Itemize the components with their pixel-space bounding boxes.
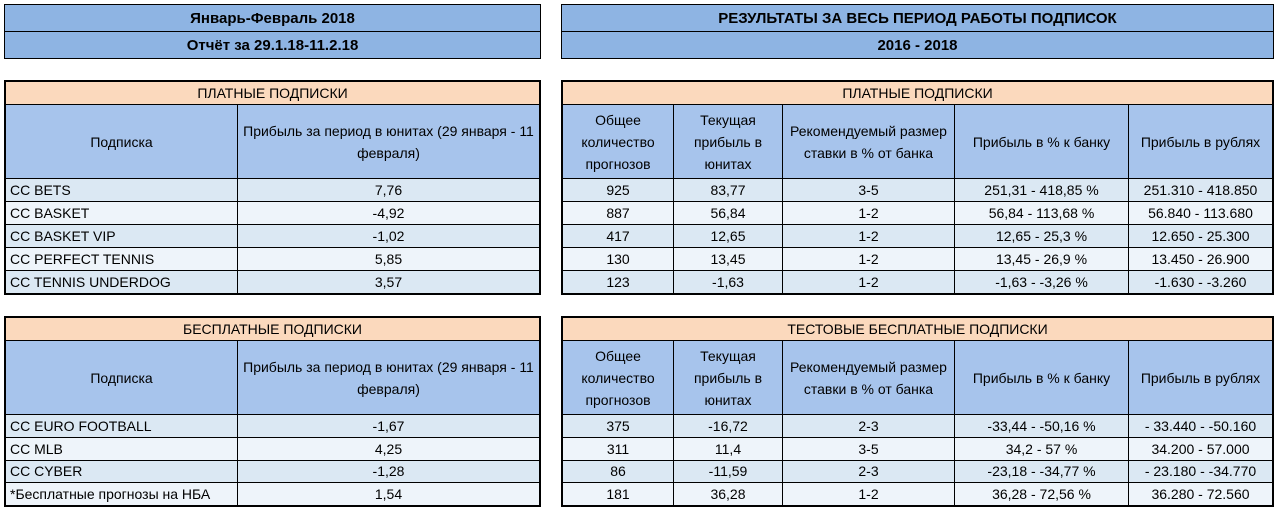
table-row (563, 225, 1273, 248)
current-profit: 83,77 (674, 179, 783, 202)
table-row (6, 202, 540, 225)
column-header: Подписка (6, 105, 238, 179)
table-row (6, 225, 540, 248)
period-profit: 3,57 (238, 271, 540, 294)
period-profit: -4,92 (238, 202, 540, 225)
column-header: Прибыль в % к банку (955, 341, 1129, 415)
forecast-count: 181 (563, 483, 674, 506)
profit-rubles: 251.310 - 418.850 (1129, 179, 1273, 202)
table-row (563, 460, 1273, 483)
table-row (563, 202, 1273, 225)
report-period-title: Январь-Февраль 2018 (5, 5, 540, 32)
table-title: БЕСПЛАТНЫЕ ПОДПИСКИ (6, 318, 540, 341)
table-row (6, 179, 540, 202)
current-profit: 36,28 (674, 483, 783, 506)
period-profit: 5,85 (238, 248, 540, 271)
subscription-name: CC MLB (6, 437, 238, 460)
current-profit: -1,63 (674, 271, 783, 294)
current-profit: 56,84 (674, 202, 783, 225)
column-header: Прибыль за период в юнитах (29 января - 11 февраля) (238, 105, 540, 179)
table-title: ПЛАТНЫЕ ПОДПИСКИ (563, 82, 1273, 105)
recommended-stake: 2-3 (783, 460, 955, 483)
forecast-count: 311 (563, 437, 674, 460)
recommended-stake: 1-2 (783, 483, 955, 506)
profit-percent: 34,2 - 57 % (955, 437, 1129, 460)
recommended-stake: 2-3 (783, 415, 955, 438)
recommended-stake: 3-5 (783, 179, 955, 202)
table-row (6, 483, 540, 506)
profit-percent: 36,28 - 72,56 % (955, 483, 1129, 506)
table-row (563, 179, 1273, 202)
profit-percent: -1,63 - -3,26 % (955, 271, 1129, 294)
period-profit: 7,76 (238, 179, 540, 202)
right-results-header (561, 4, 1274, 59)
table-title: ТЕСТОВЫЕ БЕСПЛАТНЫЕ ПОДПИСКИ (563, 318, 1273, 341)
column-header: Общее количество прогнозов (563, 341, 674, 415)
forecast-count: 130 (563, 248, 674, 271)
table-row (563, 415, 1273, 438)
profit-rubles: -1.630 - -3.260 (1129, 271, 1273, 294)
profit-rubles: 12.650 - 25.300 (1129, 225, 1273, 248)
forecast-count: 375 (563, 415, 674, 438)
paid-subscriptions-total-table (561, 80, 1274, 295)
table-row (6, 271, 540, 294)
report-date-range: Отчёт за 29.1.18-11.2.18 (186, 37, 359, 54)
profit-percent: -33,44 - -50,16 % (955, 415, 1129, 438)
column-header: Прибыль в рублях (1129, 341, 1273, 415)
profit-rubles: 56.840 - 113.680 (1129, 202, 1273, 225)
profit-rubles: 34.200 - 57.000 (1129, 437, 1273, 460)
subscription-name: CC BASKET VIP (6, 225, 238, 248)
recommended-stake: 1-2 (783, 248, 955, 271)
subscription-name: CC TENNIS UNDERDOG (6, 271, 238, 294)
table-row (6, 248, 540, 271)
free-subscriptions-total-table (561, 316, 1274, 507)
subscription-name: CC BETS (6, 179, 238, 202)
subscription-name: *Бесплатные прогнозы на НБА (6, 483, 238, 506)
forecast-count: 123 (563, 271, 674, 294)
current-profit: 11,4 (674, 437, 783, 460)
recommended-stake: 1-2 (783, 271, 955, 294)
column-header: Текущая прибыль в юнитах (674, 105, 783, 179)
results-years: 2016 - 2018 (877, 37, 958, 54)
profit-rubles: - 23.180 - -34.770 (1129, 460, 1273, 483)
period-profit: 4,25 (238, 437, 540, 460)
column-header: Прибыль за период в юнитах (29 января - 11 февраля) (238, 341, 540, 415)
column-header: Рекомендуемый размер ставки в % от банка (783, 341, 955, 415)
table-row (6, 460, 540, 483)
period-profit: -1,02 (238, 225, 540, 248)
recommended-stake: 3-5 (783, 437, 955, 460)
forecast-count: 86 (563, 460, 674, 483)
profit-rubles: - 33.440 - -50.160 (1129, 415, 1273, 438)
period-profit: -1,28 (238, 460, 540, 483)
recommended-stake: 1-2 (783, 225, 955, 248)
paid-subscriptions-period-table (4, 80, 541, 295)
recommended-stake: 1-2 (783, 202, 955, 225)
subscription-name: CC CYBER (6, 460, 238, 483)
table-row (563, 248, 1273, 271)
current-profit: -16,72 (674, 415, 783, 438)
profit-rubles: 36.280 - 72.560 (1129, 483, 1273, 506)
column-header: Прибыль в % к банку (955, 105, 1129, 179)
left-report-header (4, 4, 541, 59)
column-header: Прибыль в рублях (1129, 105, 1273, 179)
table-row (6, 415, 540, 438)
column-header: Текущая прибыль в юнитах (674, 341, 783, 415)
results-title: РЕЗУЛЬТАТЫ ЗА ВЕСЬ ПЕРИОД РАБОТЫ ПОДПИСОК (562, 5, 1273, 32)
subscription-name: CC EURO FOOTBALL (6, 415, 238, 438)
table-row (563, 437, 1273, 460)
forecast-count: 925 (563, 179, 674, 202)
column-header: Общее количество прогнозов (563, 105, 674, 179)
subscription-name: CC PERFECT TENNIS (6, 248, 238, 271)
profit-percent: 13,45 - 26,9 % (955, 248, 1129, 271)
profit-percent: 251,31 - 418,85 % (955, 179, 1129, 202)
table-title: ПЛАТНЫЕ ПОДПИСКИ (6, 82, 540, 105)
table-row (6, 437, 540, 460)
profit-percent: -23,18 - -34,77 % (955, 460, 1129, 483)
profit-rubles: 13.450 - 26.900 (1129, 248, 1273, 271)
column-header: Рекомендуемый размер ставки в % от банка (783, 105, 955, 179)
current-profit: -11,59 (674, 460, 783, 483)
period-profit: 1,54 (238, 483, 540, 506)
current-profit: 13,45 (674, 248, 783, 271)
table-row (563, 483, 1273, 506)
table-row (563, 271, 1273, 294)
forecast-count: 417 (563, 225, 674, 248)
current-profit: 12,65 (674, 225, 783, 248)
subscription-name: CC BASKET (6, 202, 238, 225)
forecast-count: 887 (563, 202, 674, 225)
column-header: Подписка (6, 341, 238, 415)
free-subscriptions-period-table (4, 316, 541, 507)
profit-percent: 12,65 - 25,3 % (955, 225, 1129, 248)
profit-percent: 56,84 - 113,68 % (955, 202, 1129, 225)
period-profit: -1,67 (238, 415, 540, 438)
